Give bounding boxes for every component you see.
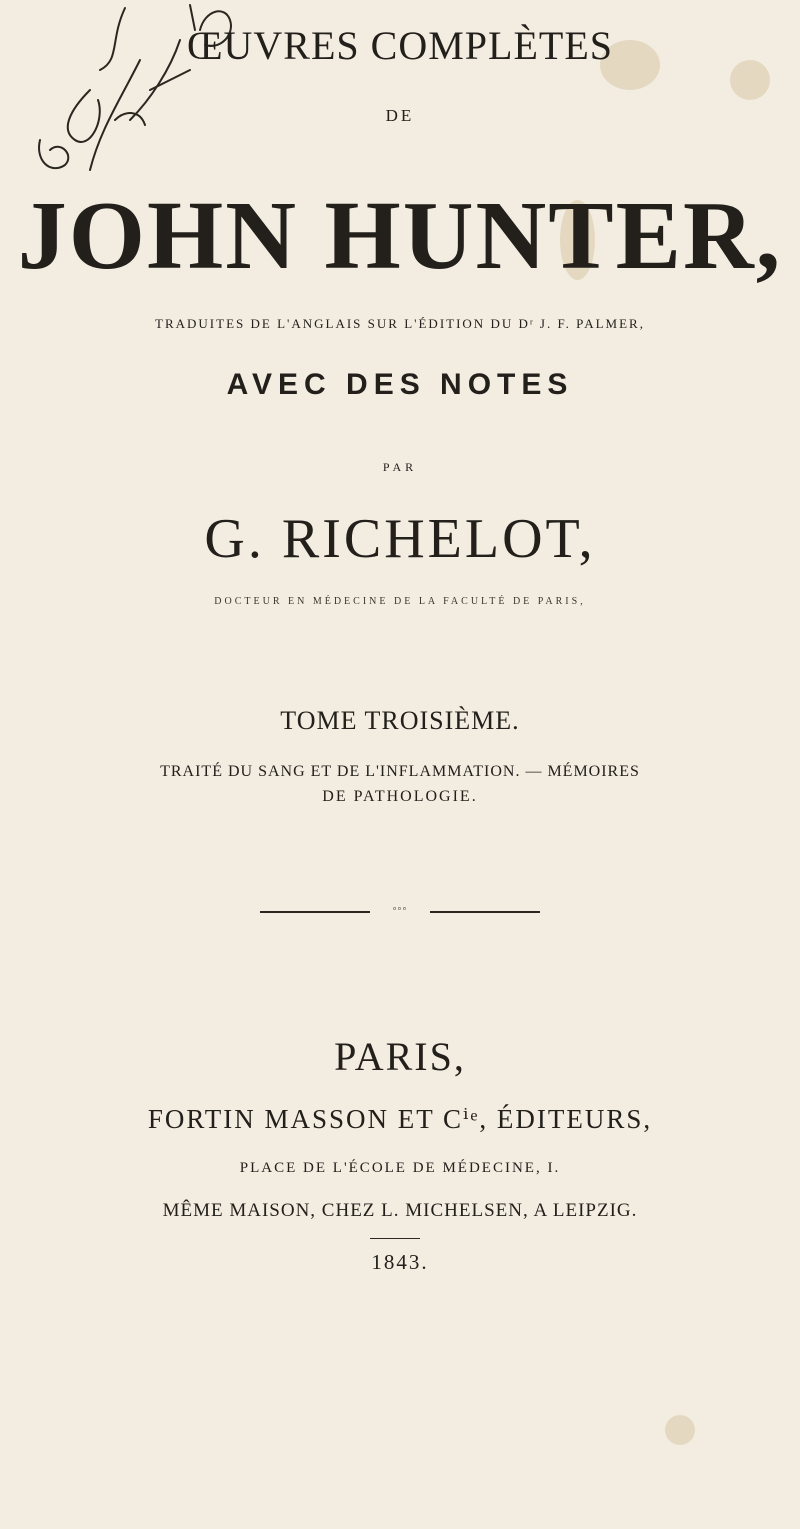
- volume-number: TOME TROISIÈME.: [280, 706, 520, 735]
- series-preposition: DE: [385, 106, 415, 125]
- notes-heading: AVEC DES NOTES: [226, 368, 574, 401]
- date-rule: [370, 1238, 420, 1239]
- publisher-address: PLACE DE L'ÉCOLE DE MÉDECINE, I.: [239, 1160, 561, 1176]
- series-title: ŒUVRES COMPLÈTES: [186, 23, 614, 68]
- rule-bar: [260, 911, 370, 913]
- ornamental-rule: [260, 903, 540, 915]
- par-label: PAR: [382, 460, 418, 474]
- contents-line: TRAITÉ DU SANG ET DE L'INFLAMMATION. — MÉMOIRES: [160, 763, 640, 780]
- publisher-name: FORTIN MASSON ET Cⁱᵉ, ÉDITEURS,: [147, 1104, 653, 1134]
- rule-bar: [430, 911, 540, 913]
- publication-place: PARIS,: [334, 1034, 466, 1079]
- publisher-branch: MÊME MAISON, CHEZ L. MICHELSEN, A LEIPZIG.: [162, 1200, 638, 1221]
- editor-name: G. RICHELOT,: [204, 508, 596, 570]
- paper-stain: [665, 1415, 695, 1445]
- author-name: JOHN HUNTER,: [17, 182, 783, 290]
- translation-note: TRADUITES DE L'ANGLAIS SUR L'ÉDITION DU Dʳ J. F. PALMER,: [155, 316, 645, 331]
- editor-credentials: DOCTEUR EN MÉDECINE DE LA FACULTÉ DE PARIS,: [214, 596, 586, 607]
- ornament-glyph: ◦◦◦: [392, 903, 408, 915]
- contents-line: DE PATHOLOGIE.: [322, 788, 478, 805]
- publication-year: 1843.: [371, 1250, 429, 1274]
